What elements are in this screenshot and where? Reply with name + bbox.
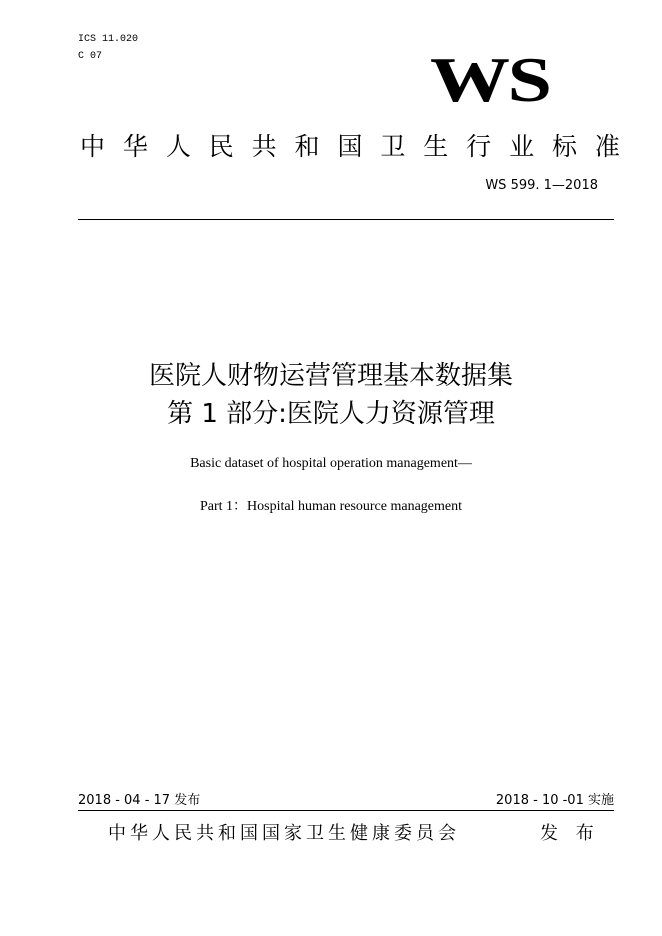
standard-type-char: 民 — [208, 132, 234, 161]
standard-type-char: 人 — [165, 132, 191, 161]
ws-logo: WS — [430, 44, 550, 115]
issue-date: 2018 - 04 - 17 发布 — [78, 793, 201, 808]
standard-type-char: 业 — [509, 132, 535, 161]
ics-code: ICS 11.020 — [78, 34, 139, 45]
top-divider — [78, 219, 614, 220]
title-en-line2: Part 1：Hospital human resource management — [199, 499, 463, 514]
standard-type-char: 和 — [294, 132, 320, 161]
publish-label: 发 布 — [540, 823, 600, 844]
standard-number: WS 599. 1—2018 — [485, 178, 598, 193]
ccs-code: C 07 — [78, 51, 103, 62]
publisher: 中华人民共和国国家卫生健康委员会 — [108, 823, 460, 844]
title-en-line1: Basic dataset of hospital operation management— — [190, 456, 472, 471]
standard-type-char: 标 — [551, 132, 577, 161]
title-cn-line1: 医院人财物运营管理基本数据集 — [148, 361, 513, 391]
standard-type-char: 共 — [251, 132, 277, 161]
standard-type-heading — [80, 128, 620, 162]
standard-type-char: 准 — [594, 132, 620, 161]
standard-type-char: 国 — [337, 132, 363, 161]
standard-type-char: 华 — [122, 132, 148, 161]
title-cn-line2: 第 1 部分:医院人力资源管理 — [167, 399, 495, 429]
standard-type-char: 中 — [80, 132, 106, 161]
implementation-date: 2018 - 10 -01 实施 — [495, 793, 614, 808]
bottom-divider — [78, 810, 614, 811]
standard-type-char: 行 — [466, 132, 492, 161]
standard-type-char: 卫 — [380, 132, 406, 161]
standard-type-char: 生 — [423, 132, 449, 161]
